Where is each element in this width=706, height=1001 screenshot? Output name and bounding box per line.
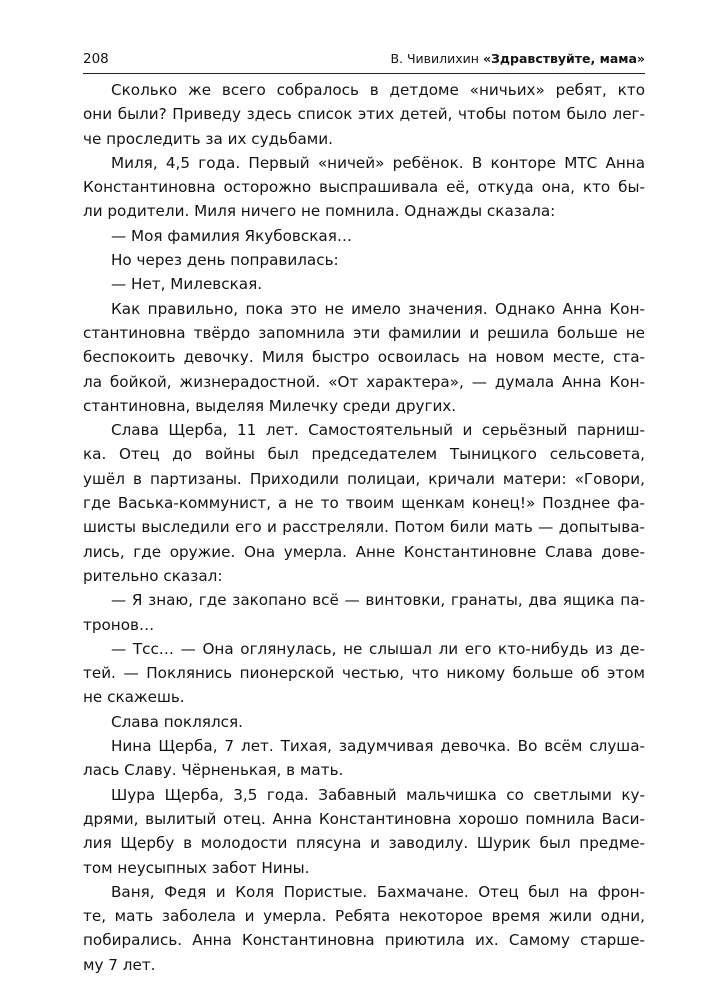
text-line: не скажешь. <box>83 688 185 707</box>
text-line: ла бойкой, жизнерадостной. «От характера», — думала Анна Кон- <box>83 372 645 391</box>
text-line: Слава поклялся. <box>111 712 243 731</box>
text-line: че проследить за их судьбами. <box>83 129 333 148</box>
text-line: шисты выследили его и расстреляли. Потом били мать — допытыва- <box>83 518 645 537</box>
text-line: беспокоить девочку. Миля быстро освоилась на новом месте, ста- <box>83 348 645 367</box>
text-line: — Я знаю, где закопано всё — винтовки, гранаты, два ящика па- <box>111 591 645 610</box>
text-line: дрями, вылитый отец. Анна Константиновна хорошо помнила Васи- <box>83 809 645 828</box>
text-line: побирались. Анна Константиновна приютила их. Самому старше- <box>83 931 645 950</box>
text-line: Нина Щерба, 7 лет. Тихая, задумчивая девочка. Во всём слуша- <box>111 737 645 756</box>
text-line: ка. Отец до войны был председателем Тыницкого сельсовета, <box>83 445 645 464</box>
text-line: Как правильно, пока это не имело значения. Однако Анна Кон- <box>111 299 645 318</box>
text-line: Ваня, Федя и Коля Пористые. Бахмачане. Отец был на фрон- <box>111 882 645 901</box>
text-line: тронов… <box>83 615 155 634</box>
text-line: — Тсс… — Она оглянулась, не слышал ли его кто-нибудь из де- <box>111 639 645 658</box>
text-line: му 7 лет. <box>83 955 156 974</box>
text-line: стантиновна твёрдо запомнила эти фамилии и решила больше не <box>83 323 645 342</box>
text-line: ли родители. Миля ничего не помнила. Однажды сказала: <box>83 202 556 221</box>
text-line: где Васька-коммунист, а не то твоим щенкам конец!» Позднее фа- <box>83 494 645 513</box>
page-header <box>83 48 645 70</box>
text-line: стантиновна, выделяя Милечку среди других. <box>83 396 457 415</box>
text-line: Но через день поправилась: <box>111 251 339 270</box>
running-head-author: В. Чивилихин <box>390 51 479 66</box>
text-line: Шура Щерба, 3,5 года. Забавный мальчишка со светлыми ку- <box>111 785 645 804</box>
header-divider <box>83 73 645 74</box>
text-line: Сколько же всего собралось в детдоме «ничьих» ребят, кто <box>111 81 645 99</box>
text-line: те, мать заболела и умерла. Ребята некоторое время жили одни, <box>83 907 645 926</box>
text-line: лись, где оружие. Она умерла. Анне Константиновне Слава дове- <box>83 542 645 561</box>
running-head-book-title: «Здравствуйте, мама» <box>482 51 645 66</box>
text-line: ушёл в партизаны. Приходили полицаи, кричали матери: «Говори, <box>83 469 645 488</box>
text-line: Константиновна осторожно выспрашивала её, откуда она, кто бы- <box>83 178 645 197</box>
page-number: 208 <box>83 51 109 67</box>
text-line: рительно сказал: <box>83 566 223 585</box>
text-line: лась Славу. Чёрненькая, в мать. <box>83 761 344 780</box>
text-line: лия Щербу в молодости плясуна и заводилу. Шурик был предме- <box>83 834 645 853</box>
text-line: Миля, 4,5 года. Первый «ничей» ребёнок. В конторе МТС Анна <box>111 153 645 172</box>
text-line: — Нет, Милевская. <box>111 275 263 294</box>
text-line: том неусыпных забот Нины. <box>83 858 310 877</box>
running-head <box>390 48 645 70</box>
text-line: тей. — Поклянись пионерской честью, что никому больше об этом <box>83 664 645 683</box>
text-line: Слава Щерба, 11 лет. Самостоятельный и серьёзный парниш- <box>111 421 645 440</box>
body-text <box>83 78 645 977</box>
text-line: они были? Приведу здесь список этих детей, чтобы потом было лег- <box>83 105 645 124</box>
text-line: — Моя фамилия Якубовская… <box>111 226 353 245</box>
